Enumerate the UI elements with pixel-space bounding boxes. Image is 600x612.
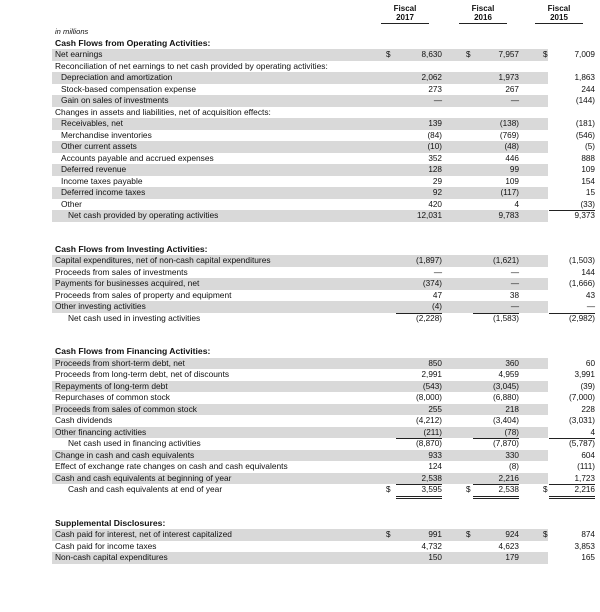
row-label: Reconciliation of net earnings to net cash provided by operating activities: [55,60,328,71]
statement-row [52,107,548,119]
value-2017: 47 [432,290,442,300]
row-label: Net cash used in investing activities [68,312,201,323]
row-label: Other financing activities [55,426,147,437]
statement-row [52,278,595,290]
row-label: Net earnings [55,49,103,59]
value-2017: (2,228) [416,313,442,323]
column-header-2015 [535,4,583,24]
value-2016: — [510,96,519,105]
value-2016: (48) [504,142,519,151]
value-2017: 273 [428,84,442,94]
value-2017: 991 [428,530,442,539]
value-2017: (543) [422,381,442,391]
spacer [52,507,548,518]
fiscal-label: Fiscal [547,4,571,13]
value-2016: 218 [505,404,519,414]
row-label: Proceeds from sales of investments [55,266,188,277]
value-2016: 1,973 [498,73,519,82]
value-2017: 92 [432,188,442,197]
statement-row [52,255,595,267]
row-label: Cash Flows from Operating Activities: [55,37,211,48]
value-2017: (374) [422,279,442,288]
value-2017: 255 [428,404,442,414]
row-label: Repayments of long-term debt [55,380,168,391]
statement-row [52,187,595,199]
value-2016: — [473,301,519,314]
statement-row [52,484,595,496]
value-2017: (8,000) [416,393,442,402]
statement-row [52,244,548,256]
statement-row [52,175,595,188]
statement-row [52,95,595,107]
cash-flow-statement [52,26,595,564]
value-2016: 446 [505,153,519,163]
value-2017: (1,897) [416,256,442,265]
row-label: Supplemental Disclosures: [55,517,166,528]
statement-row [52,312,595,325]
column-header [0,4,600,26]
value-2015: 2,216 [549,484,595,499]
value-2015: 1,723 [549,473,595,486]
statement-row [52,357,595,370]
value-2015: (181) [575,119,595,128]
statement-row [52,198,595,211]
value-2017: 150 [428,553,442,562]
value-2017: 4,732 [421,541,442,551]
value-2017: (8,870) [416,439,442,448]
value-2015: 244 [581,84,595,94]
row-label: Gain on sales of investments [61,95,169,105]
value-2017: 29 [432,176,442,186]
statement-row [52,49,595,61]
row-label: Stock-based compensation expense [61,83,197,94]
dollar-sign: $ [466,485,471,494]
value-2015: 43 [585,290,595,300]
value-2016: (8) [508,462,519,471]
value-2017: 420 [396,199,442,212]
value-2016: 267 [505,84,519,94]
row-label: Proceeds from sales of property and equipment [55,289,232,300]
value-2016: (3,045) [493,381,519,391]
value-2015: 874 [581,530,595,539]
value-2015: 60 [585,358,595,368]
value-2016: (117) [500,188,519,197]
value-2017: 2,538 [396,473,442,486]
spacer [52,233,548,244]
row-label: in millions [55,27,89,36]
value-2016: (1,621) [493,256,519,265]
value-2015: (1,503) [569,256,595,265]
column-header-2017 [381,4,429,24]
row-label: Receivables, net [61,118,123,128]
row-label: Proceeds from long-term debt, net of discounts [55,369,230,379]
dollar-sign: $ [466,530,471,539]
statement-row [52,529,595,541]
value-2016: 109 [505,176,519,186]
statement-row [52,152,595,165]
value-2016: 4,959 [498,370,519,379]
row-label: Other investing activities [55,301,146,311]
value-2015: 1,863 [574,73,595,82]
value-2016: 38 [509,290,519,300]
row-label: Net cash provided by operating activities [68,210,219,220]
year-label: 2017 [381,13,429,24]
statement-row [52,38,548,50]
value-2015: (1,666) [569,279,595,288]
value-2016: 9,783 [498,211,519,220]
row-label: Cash paid for interest, net of interest capitalized [55,529,232,539]
row-label: Proceeds from sales of common stock [55,403,197,414]
value-2016: — [510,279,519,288]
value-2017: (4,212) [416,416,442,425]
row-label: Accounts payable and accrued expenses [61,152,214,163]
value-2016: 4 [473,199,519,212]
value-2015: 604 [581,450,595,460]
value-2015: 888 [581,153,595,163]
value-2017: 352 [428,153,442,163]
statement-row [52,380,595,393]
value-2017: 850 [428,358,442,368]
statement-row [52,552,595,564]
year-label: 2015 [535,13,583,24]
statement-row [52,118,595,130]
value-2016: 99 [509,165,519,174]
row-label: Cash Flows from Investing Activities: [55,243,208,254]
dollar-sign: $ [386,485,391,494]
value-2017: (84) [427,130,442,140]
value-2015: (144) [575,96,595,105]
dollar-sign: $ [543,50,548,59]
value-2015: 144 [581,267,595,277]
row-label: Merchandise inventories [61,129,152,140]
value-2016: (78) [473,427,519,440]
year-label: 2016 [459,13,507,24]
value-2015: (111) [577,462,595,471]
value-2017: — [433,96,442,105]
spacer [52,222,548,233]
value-2017: (211) [396,427,442,440]
value-2015: 15 [585,188,595,197]
statement-row [52,289,595,302]
statement-row [52,426,595,439]
statement-row [52,83,595,96]
statement-row [52,266,595,279]
row-label: Income taxes payable [61,175,143,186]
row-label: Repurchases of common stock [55,392,170,402]
statement-row [52,301,595,313]
value-2015: 154 [581,176,595,186]
statement-row [52,415,595,427]
statement-row [52,26,548,38]
row-label: Payments for businesses acquired, net [55,278,200,288]
dollar-sign: $ [543,530,548,539]
fiscal-label: Fiscal [393,4,417,13]
value-2016: 2,216 [473,473,519,486]
value-2016: 330 [505,450,519,460]
value-2015: (5) [584,142,595,151]
value-2016: 924 [505,530,519,539]
statement-row [52,449,595,462]
value-2016: 179 [505,553,519,562]
value-2015: (39) [580,381,595,391]
statement-row [52,369,595,381]
row-label: Net cash used in financing activities [68,438,201,448]
value-2015: 165 [581,553,595,562]
value-2016: (3,404) [493,416,519,425]
value-2015: (33) [549,199,595,212]
value-2017: 2,991 [421,370,442,379]
value-2017: 128 [428,165,442,174]
row-label: Changes in assets and liabilities, net of acquisition effects: [55,106,271,117]
value-2017: 2,062 [421,73,442,82]
value-2017: (4) [396,301,442,314]
row-label: Cash and cash equivalents at end of year [68,484,223,494]
statement-row [52,164,595,176]
row-label: Change in cash and cash equivalents [55,449,195,460]
spacer [52,335,548,346]
value-2016: 2,538 [473,484,519,499]
value-2017: 3,595 [396,484,442,499]
dollar-sign: $ [386,50,391,59]
column-header-2016 [459,4,507,24]
value-2017: — [433,267,442,277]
row-label: Effect of exchange rate changes on cash and cash equivalents [55,461,288,471]
statement-row [52,346,548,358]
value-2015: (7,000) [569,393,595,402]
statement-row [52,518,548,530]
row-label: Other current assets [61,141,137,151]
value-2015: 9,373 [574,211,595,220]
row-label: Cash and cash equivalents at beginning of year [55,472,232,483]
dollar-sign: $ [386,530,391,539]
statement-row [52,540,595,553]
value-2015: (3,031) [569,416,595,425]
value-2015: (546) [575,130,595,140]
row-label: Capital expenditures, net of non-cash capital expenditures [55,255,271,265]
row-label: Deferred revenue [61,164,127,174]
value-2015: — [549,301,595,314]
value-2017: 8,630 [421,50,442,59]
value-2017: (10) [427,142,442,151]
value-2017: 12,031 [416,211,442,220]
value-2016: (769) [499,130,519,140]
row-label: Depreciation and amortization [61,72,173,82]
value-2016: (7,870) [493,439,519,448]
value-2015: 4 [549,427,595,440]
row-label: Cash dividends [55,415,113,425]
row-label: Deferred income taxes [61,187,146,197]
value-2015: 109 [581,165,595,174]
statement-row [52,141,595,153]
statement-row [52,72,595,84]
value-2017: 124 [428,462,442,471]
statement-row [52,392,595,404]
statement-row [52,472,595,485]
value-2017: 139 [428,119,442,128]
value-2016: (1,583) [493,313,519,323]
value-2015: (5,787) [569,439,595,448]
row-label: Cash paid for income taxes [55,540,157,551]
statement-row [52,438,595,450]
value-2016: 7,957 [498,50,519,59]
value-2015: 7,009 [574,50,595,59]
dollar-sign: $ [543,485,548,494]
statement-row [52,461,595,473]
statement-row [52,210,595,222]
spacer [52,324,548,335]
value-2017: 933 [428,450,442,460]
fiscal-label: Fiscal [471,4,495,13]
value-2016: 4,623 [498,541,519,551]
spacer [52,496,548,507]
value-2015: 3,853 [574,541,595,551]
row-label: Other [61,198,82,209]
value-2016: — [510,267,519,277]
row-label: Non-cash capital expenditures [55,552,168,562]
value-2016: (6,880) [493,393,519,402]
value-2016: (138) [499,119,519,128]
value-2016: 360 [505,358,519,368]
statement-row [52,403,595,416]
value-2015: 3,991 [574,370,595,379]
statement-row [52,129,595,142]
dollar-sign: $ [466,50,471,59]
row-label: Proceeds from short-term debt, net [55,357,185,368]
row-label: Cash Flows from Financing Activities: [55,346,211,356]
value-2015: 228 [581,404,595,414]
statement-row [52,61,548,73]
value-2015: (2,982) [569,313,595,323]
